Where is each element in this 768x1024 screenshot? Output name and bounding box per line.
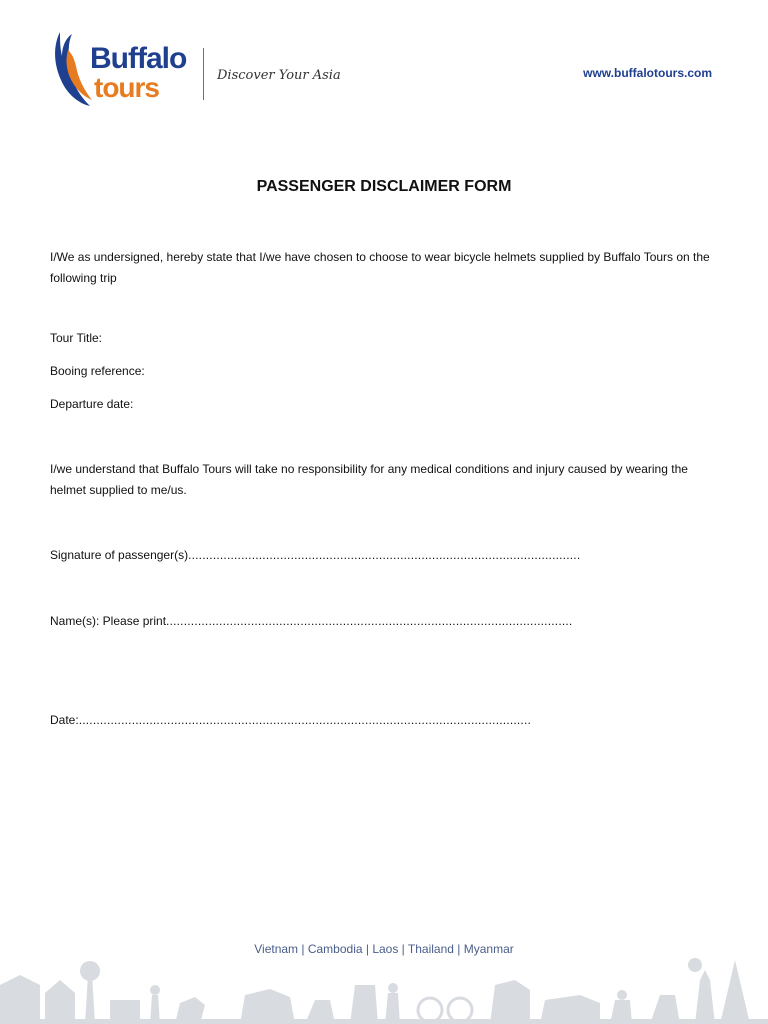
brand-subname: tours	[94, 72, 159, 103]
signature-line: ...............................................................................................................	[188, 548, 581, 562]
signature-label: Signature of passenger(s)	[50, 548, 189, 562]
name-field[interactable]	[50, 614, 572, 628]
intro-paragraph: I/We as undersigned, hereby state that I/we have chosen to choose to wear bicycle helmets supplied by Buffalo Tours on the following trip	[50, 250, 710, 285]
date-line: ................................................................................................................................	[78, 713, 532, 727]
brand-tagline: Discover Your Asia	[217, 68, 341, 83]
responsibility-statement: I/we understand that Buffalo Tours will take no responsibility for any medical conditions and injury caused by wearing the helmet supplied to me/us.	[50, 462, 688, 497]
name-line: ...................................................................................................................	[166, 614, 573, 628]
departure-date-label: Departure date:	[50, 397, 134, 411]
brand-name: Buffalo	[90, 42, 187, 75]
name-label: Name(s): Please print	[50, 614, 167, 628]
page-header	[0, 0, 768, 130]
header-divider	[203, 48, 204, 100]
form-title: PASSENGER DISCLAIMER FORM	[256, 178, 512, 195]
date-label: Date:	[50, 713, 79, 727]
tour-title-label: Tour Title:	[50, 331, 103, 345]
date-field[interactable]	[50, 713, 531, 727]
buffalo-tours-logo	[50, 28, 200, 108]
booking-reference-label: Booing reference:	[50, 364, 145, 378]
footer-countries: Vietnam | Cambodia | Laos | Thailand | Myanmar	[254, 942, 514, 956]
website-link[interactable]: www.buffalotours.com	[583, 66, 712, 80]
signature-field[interactable]	[50, 548, 580, 562]
buffalo-horn-icon	[50, 28, 94, 108]
footer-landmarks-silhouette	[0, 955, 768, 1024]
